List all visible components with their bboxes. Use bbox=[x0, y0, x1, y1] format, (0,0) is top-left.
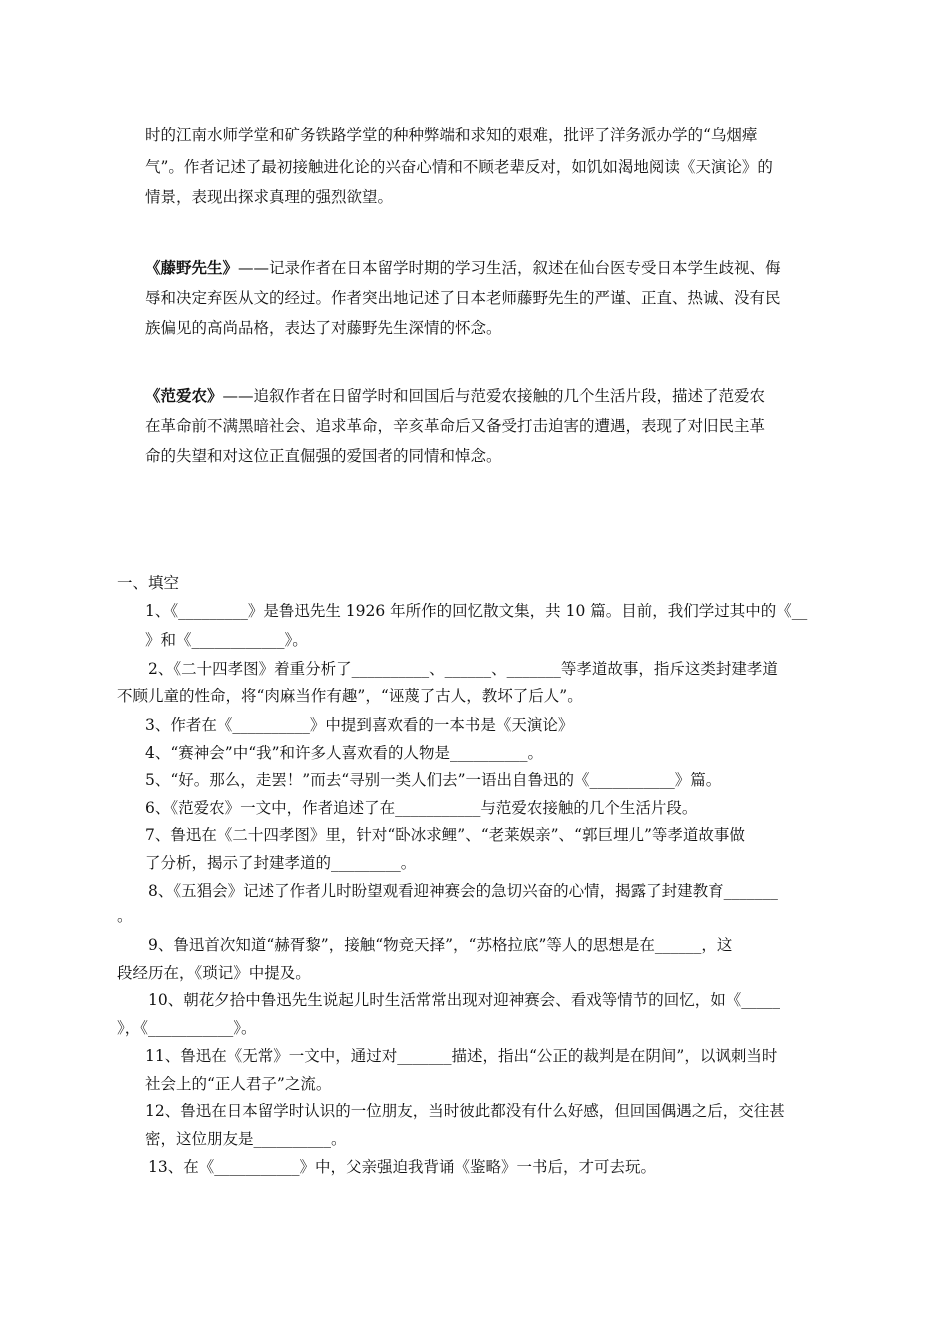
question-6: 6、《范爱农》一文中，作者追述了在___________与范爱农接触的几个生活片段。 bbox=[145, 799, 698, 817]
question-10-line-1: 10、朝花夕拾中鲁迅先生说起儿时生活常常出现对迎神赛会、看戏等情节的回忆，如《_____ bbox=[148, 991, 780, 1009]
question-2-line-2: 不顾儿童的性命，将“肉麻当作有趣”，“诬蔑了古人，教坏了后人”。 bbox=[117, 687, 583, 705]
question-5: 5、“好。那么，走罢！”而去“寻别一类人们去”一语出自鲁迅的《___________》篇。 bbox=[145, 771, 722, 789]
fanainong-title: 《范爱农》 bbox=[145, 386, 223, 405]
question-7-line-2: 了分析，揭示了封建孝道的_________。 bbox=[145, 854, 417, 872]
fujino-line-3: 族偏见的高尚品格，表达了对藤野先生深情的怀念。 bbox=[145, 319, 502, 337]
question-8-line-2: 。 bbox=[117, 907, 133, 925]
question-7-line-1: 7、鲁迅在《二十四孝图》里，针对“卧冰求鲤”、“老莱娱亲”、“郭巨埋儿”等孝道故事做 bbox=[145, 826, 745, 844]
question-12-line-1: 12、鲁迅在日本留学时认识的一位朋友，当时彼此都没有什么好感，但回国偶遇之后，交往甚 bbox=[145, 1102, 785, 1120]
question-1-line-2: 》和《____________》。 bbox=[145, 631, 308, 649]
question-2-line-1: 2、《二十四孝图》着重分析了__________、______、_______等孝道故事，指斥这类封建孝道 bbox=[148, 660, 778, 678]
question-10-line-2: 》，《___________》。 bbox=[117, 1019, 257, 1037]
intro-line-3: 情景，表现出探求真理的强烈欲望。 bbox=[145, 188, 394, 206]
question-11-line-1: 11、鲁迅在《无常》一文中，通过对_______描述，指出“公正的裁判是在阴间”，以讽刺当时 bbox=[145, 1047, 778, 1065]
fanainong-line-1-text: ——追叙作者在日留学时和回国后与范爱农接触的几个生活片段，描述了范爱农 bbox=[222, 387, 766, 405]
fanainong-line-1 bbox=[145, 386, 765, 406]
question-9-line-2: 段经历在，《琐记》中提及。 bbox=[117, 964, 311, 982]
intro-line-2: 气”。作者记述了最初接触进化论的兴奋心情和不顾老辈反对，如饥如渴地阅读《天演论》的 bbox=[145, 158, 773, 176]
quiz-heading: 一、填空 bbox=[117, 574, 180, 592]
question-13: 13、在《___________》中，父亲强迫我背诵《鉴略》一书后，才可去玩。 bbox=[148, 1158, 656, 1176]
intro-line-1: 时的江南水师学堂和矿务铁路学堂的种种弊端和求知的艰难，批评了洋务派办学的“乌烟瘴 bbox=[145, 126, 758, 144]
question-1-line-1: 1、《_________》是鲁迅先生 1926 年所作的回忆散文集，共 10 篇。目前，我们学过其中的《__ bbox=[145, 602, 808, 620]
fujino-line-1-text: ——记录作者在日本留学时期的学习生活，叙述在仙台医专受日本学生歧视、侮 bbox=[238, 259, 781, 277]
fujino-line-1 bbox=[145, 258, 781, 278]
fanainong-line-3: 命的失望和对这位正直倔强的爱国者的同情和悼念。 bbox=[145, 447, 502, 465]
question-4: 4、“赛神会”中“我”和许多人喜欢看的人物是__________。 bbox=[145, 744, 544, 762]
fujino-title: 《藤野先生》 bbox=[145, 258, 239, 277]
question-11-line-2: 社会上的“正人君子”之流。 bbox=[145, 1075, 332, 1093]
question-3: 3、作者在《__________》中提到喜欢看的一本书是《天演论》 bbox=[145, 716, 574, 734]
question-8-line-1: 8、《五猖会》记述了作者儿时盼望观看迎神赛会的急切兴奋的心情，揭露了封建教育_______ bbox=[148, 882, 778, 900]
question-9-line-1: 9、鲁迅首次知道“赫胥黎”，接触“物竞天择”，“苏格拉底”等人的思想是在______，这 bbox=[148, 936, 733, 954]
fujino-line-2: 辱和决定弃医从文的经过。作者突出地记述了日本老师藤野先生的严谨、正直、热诚、没有民 bbox=[145, 289, 781, 307]
fanainong-line-2: 在革命前不满黑暗社会、追求革命，辛亥革命后又备受打击迫害的遭遇，表现了对旧民主革 bbox=[145, 417, 766, 435]
question-12-line-2: 密，这位朋友是__________。 bbox=[145, 1130, 347, 1148]
